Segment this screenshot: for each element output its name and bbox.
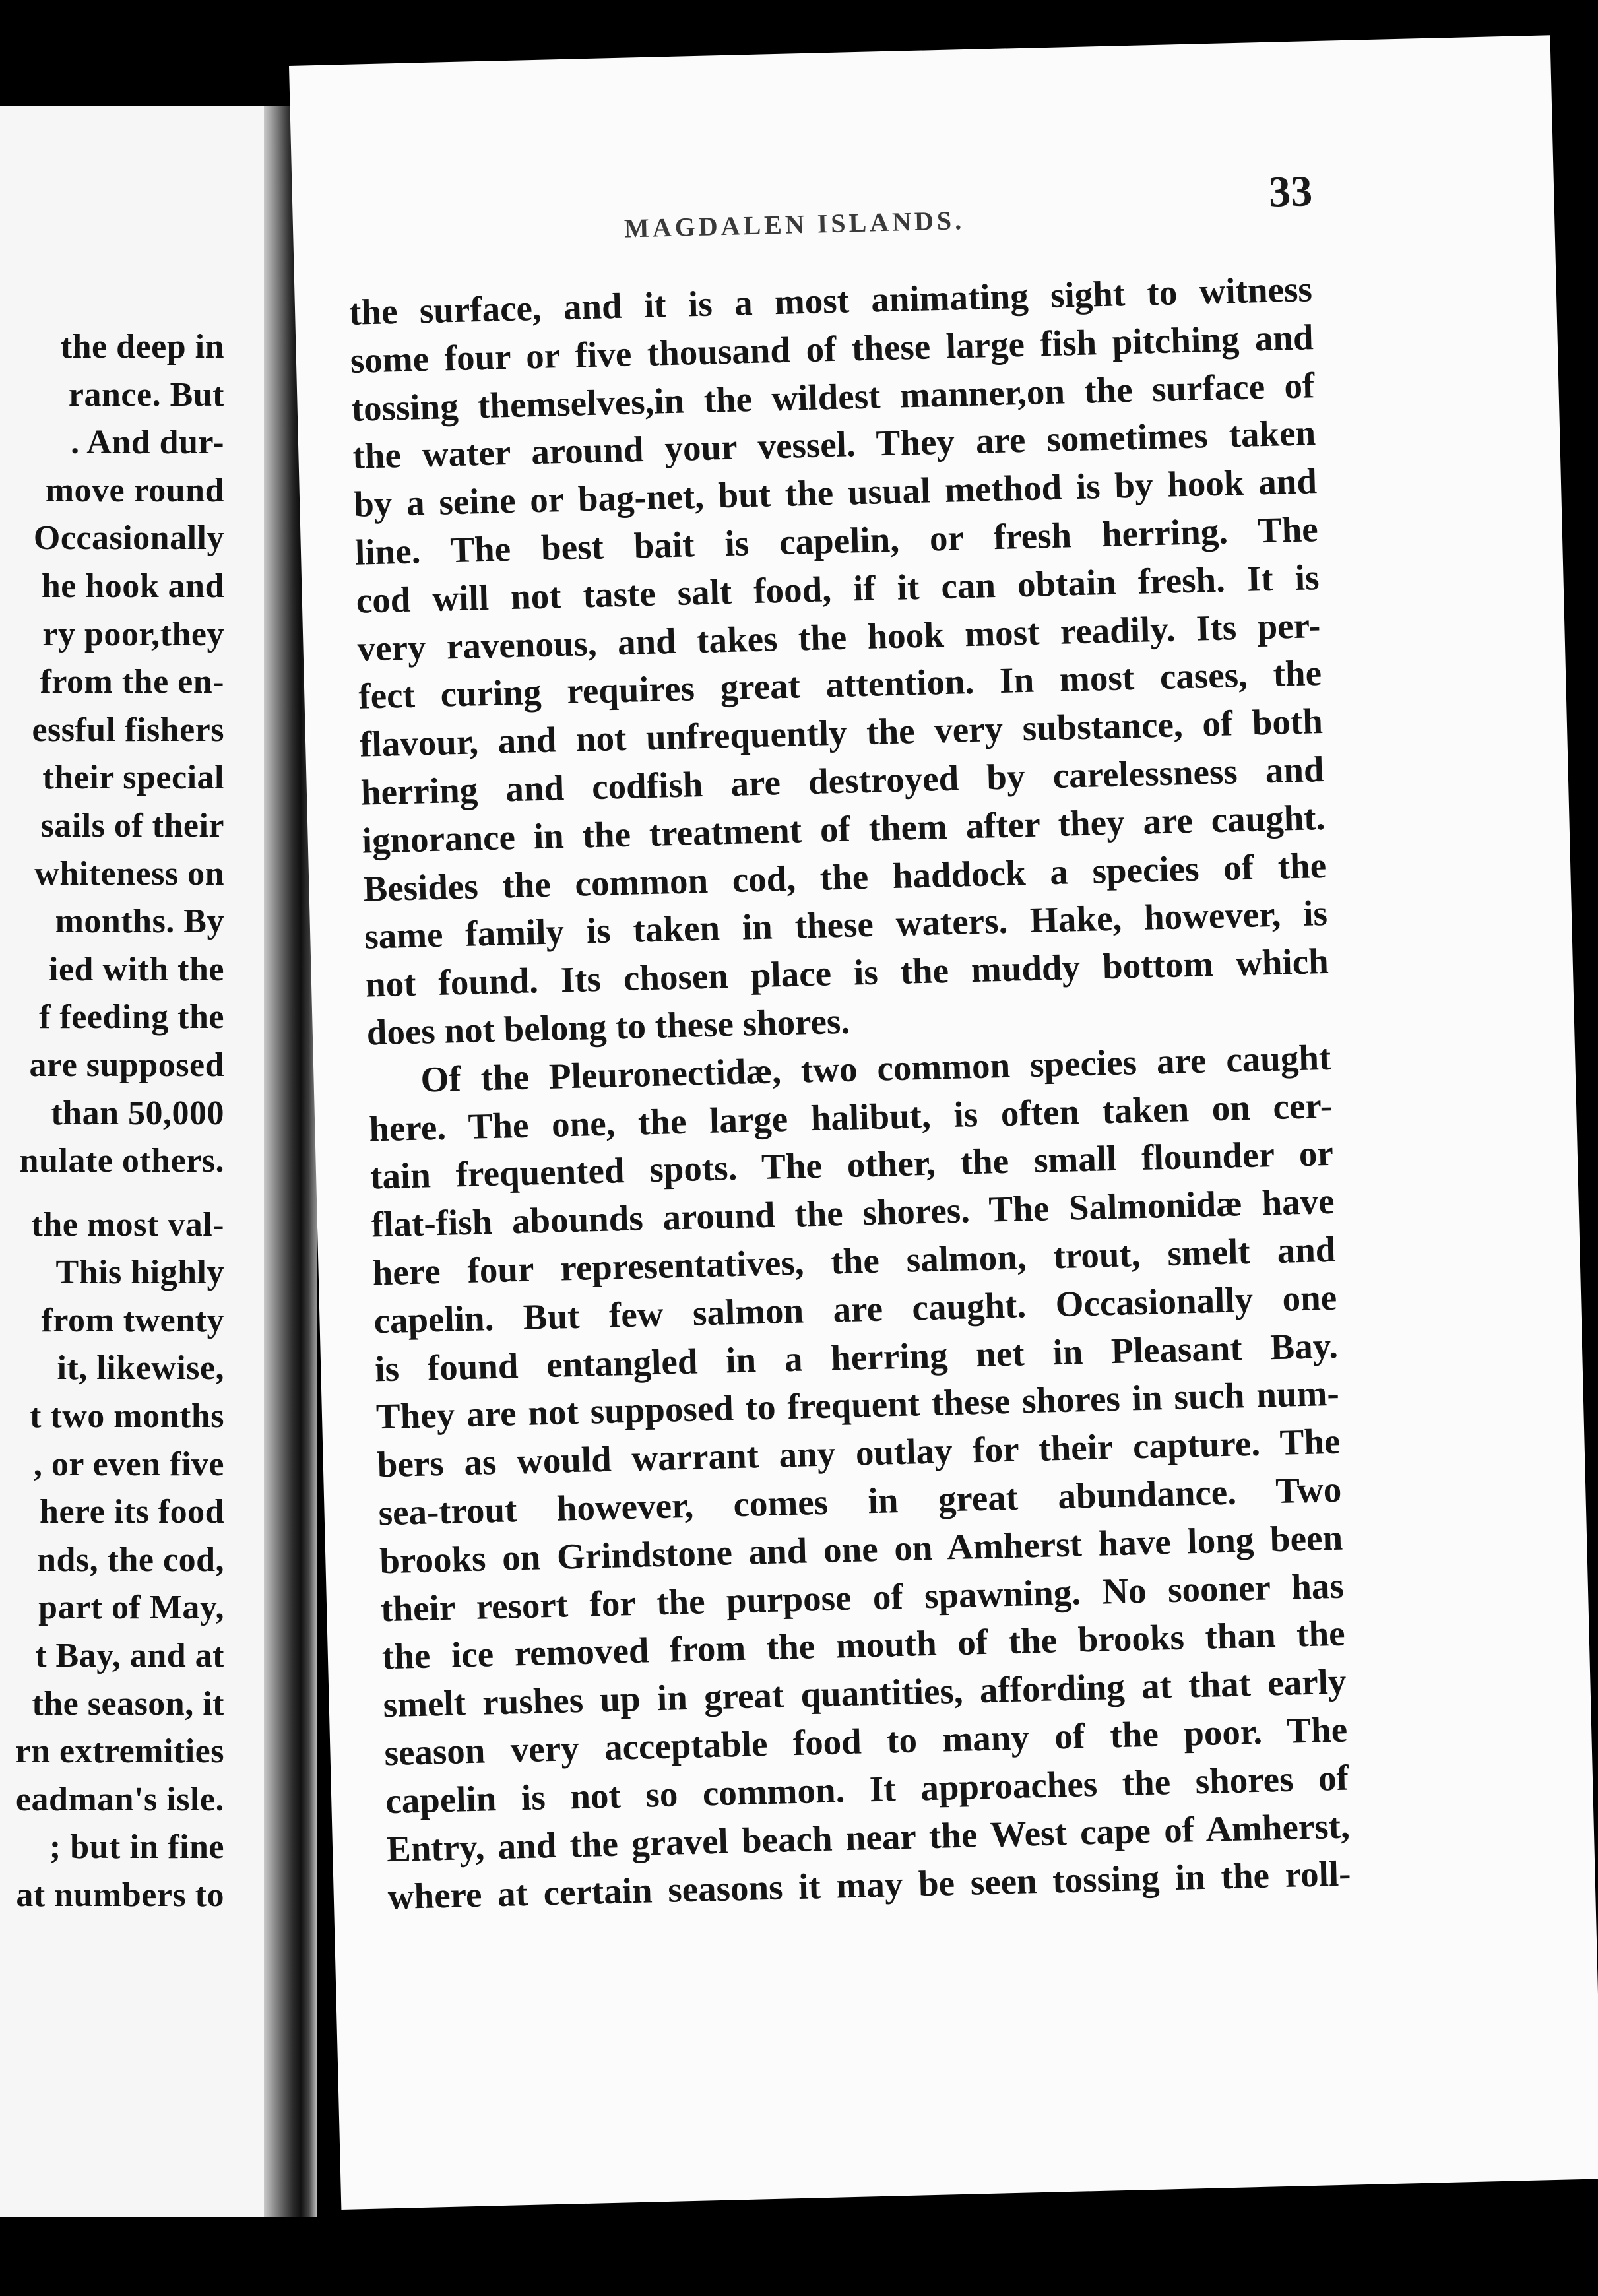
left-page-line: here its food: [40, 1493, 224, 1531]
left-page-line: move round: [45, 471, 224, 509]
left-page-line: the most val-: [31, 1205, 224, 1244]
text-line: the surface, and it is a most animating sight to witness: [348, 269, 1313, 333]
text-line: brooks on Grindstone and one on Amherst have long been: [379, 1517, 1343, 1581]
text-line: smelt rushes up in great quantities, affording at that early: [382, 1661, 1347, 1725]
left-page-line: t two months: [30, 1397, 224, 1436]
left-page-line: from twenty: [41, 1301, 224, 1339]
right-page: [289, 35, 1598, 2210]
left-page-line: ry poor,they: [42, 615, 224, 653]
text-line: ignorance in the treatment of them after they are caught.: [361, 796, 1326, 861]
left-page-line: f feeding the: [39, 998, 224, 1036]
text-line: herring and codfish are destroyed by carelessness and: [360, 748, 1325, 813]
text-line: some four or five thousand of these large fish pitching and: [350, 316, 1314, 381]
left-page-line: This highly: [55, 1254, 224, 1292]
text-line: here. The one, the large halibut, is often taken on cer-: [368, 1085, 1333, 1149]
text-line: bers as would warrant any outlay for their capture. The: [377, 1420, 1341, 1485]
text-line: the water around your vessel. They are sometimes taken: [352, 412, 1316, 477]
text-line: their resort for the purpose of spawning. No sooner has: [380, 1565, 1345, 1629]
text-line: Of the Pleuronectidæ, two common species are caught: [420, 1036, 1331, 1100]
text-line: line. The best bait is capelin, or fresh herring. The: [354, 509, 1319, 573]
page-number: 33: [1268, 167, 1313, 216]
running-head: MAGDALEN ISLANDS.: [623, 205, 965, 243]
left-page-line: rance. But: [68, 375, 224, 414]
left-page-line: their special: [42, 759, 224, 797]
left-page-line: are supposed: [29, 1046, 224, 1084]
text-line: the ice removed from the mouth of the brooks than the: [381, 1612, 1346, 1677]
left-page-line: Occasionally: [33, 519, 224, 558]
text-line: is found entangled in a herring net in Pleasant Bay.: [374, 1325, 1339, 1389]
text-line: fect curing requires great attention. In most cases, the: [358, 653, 1322, 717]
right-page-content: [323, 62, 1529, 1917]
text-line: tain frequented spots. The other, the small flounder or: [369, 1133, 1334, 1197]
text-line: flat-fish abounds around the shores. The Salmonidæ have: [371, 1180, 1335, 1245]
left-page-line: , or even five: [33, 1445, 224, 1483]
text-line: by a seine or bag-net, but the usual method is by hook and: [353, 461, 1318, 525]
left-page-line: eadman's isle.: [15, 1780, 224, 1818]
text-line: sea-trout however, comes in great abundance. Two: [377, 1469, 1342, 1533]
text-line: very ravenous, and takes the hook most readily. Its per-: [356, 604, 1321, 669]
left-page-line: whiteness on: [34, 854, 224, 893]
left-page-line: nds, the cod,: [37, 1541, 224, 1579]
left-page-line: sails of their: [40, 806, 224, 845]
left-page-line: months. By: [55, 903, 224, 941]
left-page-line: than 50,000: [51, 1094, 224, 1132]
left-page-line: the season, it: [32, 1684, 224, 1723]
left-page-line: t Bay, and at: [35, 1637, 224, 1675]
body-text: [348, 265, 1351, 1921]
left-page-line: essful fishers: [32, 711, 224, 749]
left-page-line: from the en-: [40, 663, 224, 701]
left-page-line: ; but in fine: [49, 1828, 224, 1866]
text-line: They are not supposed to frequent these shores in such num-: [375, 1373, 1340, 1437]
text-line: cod will not taste salt food, if it can obtain fresh. It is: [356, 556, 1320, 621]
left-page-line: at numbers to: [16, 1876, 224, 1914]
text-line: Entry, and the gravel beach near the West cape of Amherst,: [386, 1805, 1351, 1869]
text-line: season very acceptable food to many of the poor. The: [383, 1709, 1348, 1773]
left-page-line: nulate others.: [19, 1142, 224, 1180]
left-page-line: part of May,: [38, 1589, 224, 1627]
left-page-line: . And dur-: [71, 424, 224, 462]
text-line: flavour, and not unfrequently the very substance, of both: [359, 701, 1324, 765]
left-page-line: it, likewise,: [57, 1349, 224, 1387]
text-line: tossing themselves,in the wildest manner,on the surface of: [350, 364, 1316, 429]
left-page-text: [0, 323, 224, 1920]
left-page-gap: [0, 1186, 224, 1201]
left-page-line: ied with the: [49, 950, 224, 988]
text-line: Besides the common cod, the haddock a species of the: [362, 845, 1327, 909]
text-line: does not belong to these shores.: [366, 1000, 850, 1053]
text-line: capelin is not so common. It approaches the shores of: [385, 1757, 1349, 1821]
text-line: here four representatives, the salmon, trout, smelt and: [371, 1228, 1337, 1293]
text-line: capelin. But few salmon are caught. Occasionally one: [373, 1277, 1337, 1341]
left-page-line: the deep in: [60, 328, 224, 366]
text-line: not found. Its chosen place is the muddy bottom which: [365, 941, 1329, 1005]
left-page-line: he hook and: [41, 567, 224, 605]
left-page-line: rn extremities: [15, 1733, 224, 1771]
text-line: where at certain seasons it may be seen tossing in the roll-: [387, 1853, 1352, 1917]
text-line: same family is taken in these waters. Hake, however, is: [364, 893, 1328, 957]
